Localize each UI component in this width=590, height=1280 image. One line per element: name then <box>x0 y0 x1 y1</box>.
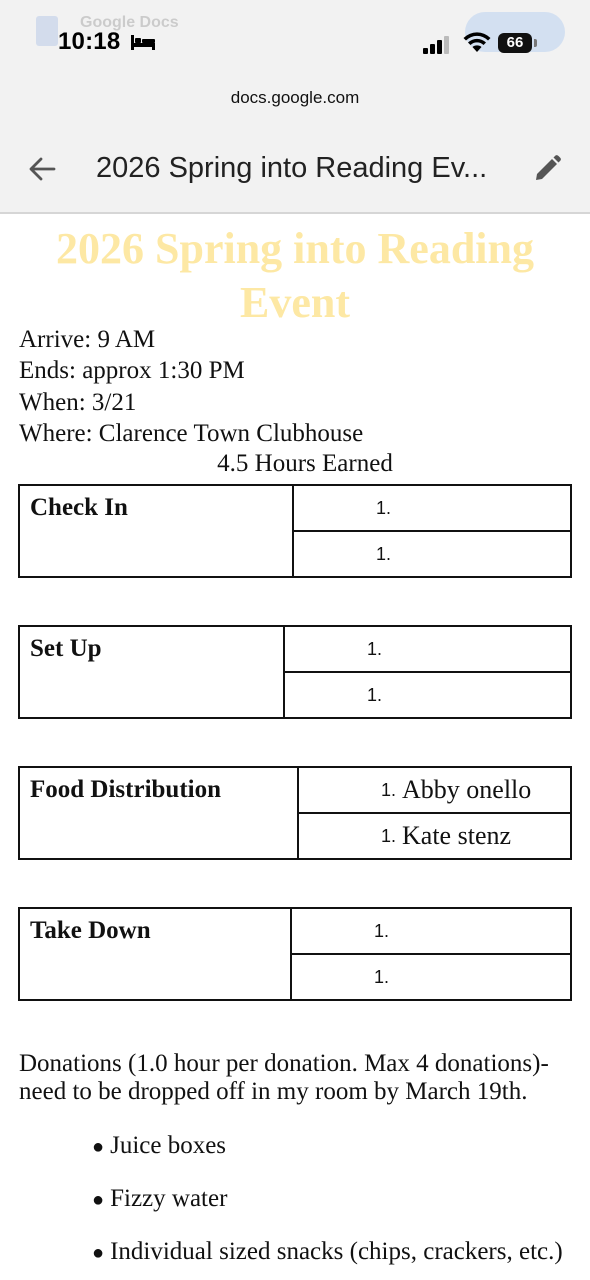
donations-paragraph: Donations (1.0 hour per donation. Max 4 donations)- need to be dropped off in my room by March 19th. <box>19 1050 549 1105</box>
address-bar-url[interactable]: docs.google.com <box>230 88 360 107</box>
sleep-focus-icon <box>130 33 156 51</box>
table-label: Check In <box>19 485 293 577</box>
signup-slot[interactable]: 1. <box>293 485 571 531</box>
notification-app-name: Google Docs <box>80 14 179 31</box>
back-arrow-icon[interactable] <box>28 155 56 183</box>
table-label: Food Distribution <box>19 767 298 859</box>
battery-level: 66 <box>498 33 532 53</box>
end-time: Ends: approx 1:30 PM <box>19 357 245 384</box>
signup-slot[interactable]: 1. <box>293 531 571 577</box>
table-label: Take Down <box>19 908 291 1000</box>
donation-item: ● Individual sized snacks (chips, crackers, etc.) <box>92 1238 563 1265</box>
donation-item: ● Fizzy water <box>92 1185 228 1212</box>
signup-slot[interactable]: 1. <box>291 954 571 1000</box>
wifi-icon <box>463 31 491 53</box>
signup-slot[interactable]: 1. Abby onello <box>298 767 571 813</box>
edit-pencil-icon[interactable] <box>532 154 562 184</box>
arrive-time: Arrive: 9 AM <box>19 326 156 353</box>
signup-slot[interactable]: 1. <box>284 626 571 672</box>
event-location: Where: Clarence Town Clubhouse <box>19 420 364 447</box>
hours-earned: 4.5 Hours Earned <box>217 450 393 477</box>
donation-item: ● Juice boxes <box>92 1132 227 1159</box>
signup-slot[interactable]: 1. <box>291 908 571 954</box>
document-title-bar: 2026 Spring into Reading Ev... <box>96 152 488 184</box>
browser-chrome <box>0 0 590 214</box>
volunteer-name: Abby onello <box>402 775 532 804</box>
signup-slot[interactable]: 1. <box>284 672 571 718</box>
battery-icon <box>498 33 538 53</box>
table-label: Set Up <box>19 626 284 718</box>
volunteer-name: Kate stenz <box>402 821 512 850</box>
status-time: 10:18 <box>58 28 121 55</box>
signup-slot[interactable]: 1. Kate stenz <box>298 813 571 859</box>
check-in-table <box>18 484 572 578</box>
google-docs-icon <box>36 16 58 46</box>
cellular-signal-icon <box>423 36 453 54</box>
set-up-table <box>18 625 572 719</box>
food-distribution-table <box>18 766 572 860</box>
event-date: When: 3/21 <box>19 389 137 416</box>
document-heading: 2026 Spring into Reading Event <box>56 224 534 327</box>
take-down-table <box>18 907 572 1001</box>
